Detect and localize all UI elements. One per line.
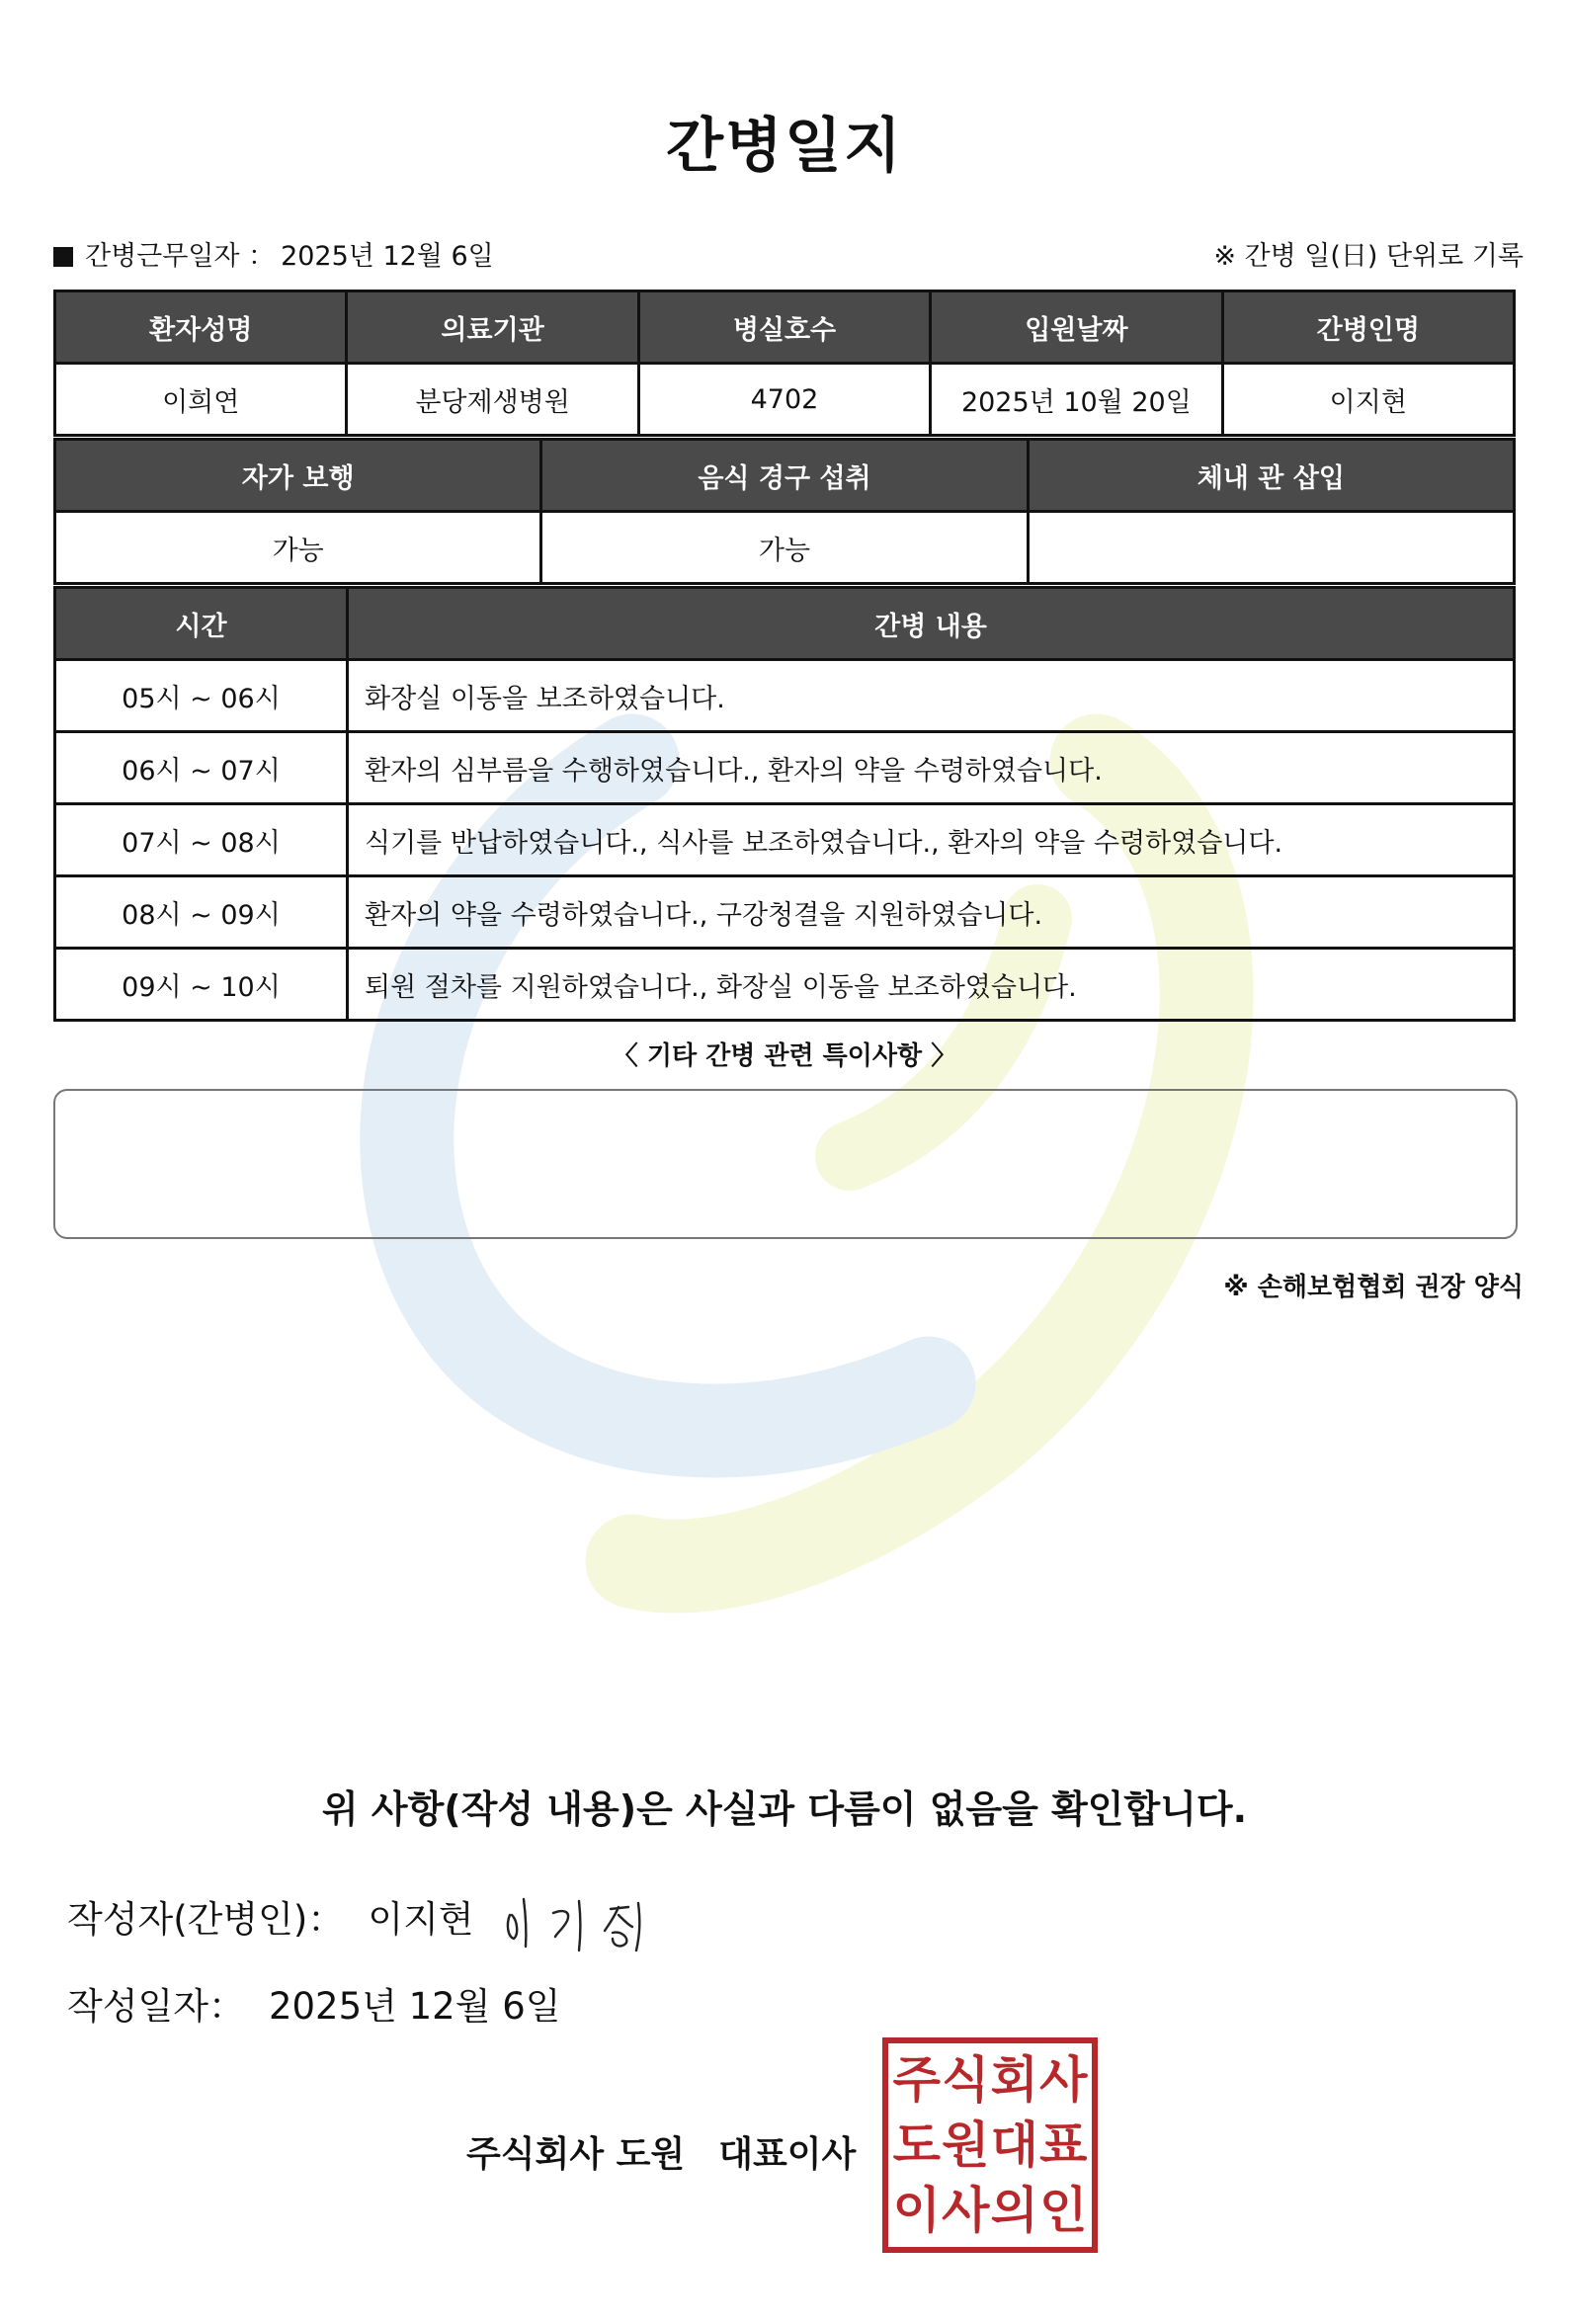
hospital-header: 의료기관 <box>347 291 638 364</box>
time-cell: 07시 ~ 08시 <box>55 804 348 876</box>
company-seal <box>882 2037 1098 2253</box>
seal-char: 회 <box>990 2051 1038 2109</box>
special-notes-title: 〈 기타 간병 관련 특이사항 〉 <box>612 1041 957 1071</box>
writer-name: 이지현 <box>368 1898 474 1941</box>
care-log-header-row <box>55 588 1515 660</box>
room-number-cell: 4702 <box>638 364 930 436</box>
patient-info-table <box>53 290 1516 437</box>
care-content-cell: 환자의 심부름을 수행하였습니다., 환자의 약을 수령하였습니다. <box>348 732 1515 804</box>
time-cell: 08시 ~ 09시 <box>55 876 348 949</box>
write-date-row <box>67 1976 561 2030</box>
seal-char: 대 <box>990 2116 1038 2174</box>
tube-insertion-cell <box>1028 512 1514 584</box>
room-number-header: 병실호수 <box>638 291 930 364</box>
seal-char: 사 <box>1039 2051 1088 2109</box>
care-content-cell: 화장실 이동을 보조하였습니다. <box>348 660 1515 732</box>
time-cell: 05시 ~ 06시 <box>55 660 348 732</box>
square-bullet-icon <box>53 247 73 267</box>
write-date-label: 작성일자： <box>67 1985 245 2028</box>
company-role: 대표이사 <box>718 2134 857 2175</box>
document-title: 간병일지 <box>666 112 903 181</box>
patient-info-header-row <box>55 291 1515 364</box>
work-date-row <box>53 237 494 277</box>
company-name: 주식회사 도원 <box>466 2134 686 2175</box>
tube-insertion-header: 체내 관 삽입 <box>1028 440 1514 512</box>
admission-date-header: 입원날짜 <box>931 291 1222 364</box>
patient-status-table <box>53 438 1516 585</box>
hospital-cell: 분당제생병원 <box>347 364 638 436</box>
seal-char: 주 <box>892 2051 941 2109</box>
caregiver-name-header: 간병인명 <box>1222 291 1514 364</box>
care-content-cell: 환자의 약을 수령하였습니다., 구강청결을 지원하였습니다. <box>348 876 1515 949</box>
table-row <box>55 660 1515 732</box>
special-notes-box <box>53 1089 1518 1239</box>
self-walking-header: 자가 보행 <box>55 440 541 512</box>
oral-intake-header: 음식 경구 섭취 <box>541 440 1028 512</box>
seal-char: 표 <box>1039 2116 1088 2174</box>
care-content-cell: 퇴원 절차를 지원하였습니다., 화장실 이동을 보조하였습니다. <box>348 949 1515 1021</box>
care-content-header: 간병 내용 <box>348 588 1515 660</box>
seal-char: 도 <box>892 2116 941 2174</box>
self-walking-cell: 가능 <box>55 512 541 584</box>
seal-char: 의 <box>990 2182 1038 2239</box>
writer-label: 작성자(간병인)： <box>67 1898 345 1941</box>
care-content-cell: 식기를 반납하였습니다., 식사를 보조하였습니다., 환자의 약을 수령하였습니다. <box>348 804 1515 876</box>
caregiver-name-cell: 이지현 <box>1222 364 1514 436</box>
work-date-value: 2025년 12월 6일 <box>281 241 494 272</box>
seal-char: 원 <box>942 2116 990 2174</box>
time-cell: 09시 ~ 10시 <box>55 949 348 1021</box>
writer-row <box>67 1889 474 1943</box>
record-unit-note: ※ 간병 일(日) 단위로 기록 <box>1213 241 1524 272</box>
seal-char: 식 <box>942 2051 990 2109</box>
table-row <box>55 949 1515 1021</box>
patient-name-cell: 이희연 <box>55 364 347 436</box>
write-date-value: 2025년 12월 6일 <box>268 1985 561 2028</box>
seal-char: 이 <box>892 2182 941 2239</box>
care-log-table <box>53 586 1516 1022</box>
table-row <box>55 804 1515 876</box>
work-date-label: 간병근무일자 ： <box>85 241 276 272</box>
patient-name-header: 환자성명 <box>55 291 347 364</box>
seal-char: 인 <box>1039 2182 1088 2239</box>
seal-char: 사 <box>942 2182 990 2239</box>
patient-status-value-row <box>55 512 1515 584</box>
table-row <box>55 876 1515 949</box>
form-source-note: ※ 손해보험협회 권장 양식 <box>1223 1273 1524 1302</box>
time-header: 시간 <box>55 588 348 660</box>
admission-date-cell: 2025년 10월 20일 <box>931 364 1222 436</box>
patient-info-value-row <box>55 364 1515 436</box>
oral-intake-cell: 가능 <box>541 512 1028 584</box>
handwritten-signature <box>502 1885 670 1956</box>
time-cell: 06시 ~ 07시 <box>55 732 348 804</box>
company-signature-line <box>466 2126 856 2177</box>
table-row <box>55 732 1515 804</box>
confirmation-statement: 위 사항(작성 내용)은 사실과 다름이 없음을 확인합니다. <box>321 1787 1248 1831</box>
patient-status-header-row <box>55 440 1515 512</box>
